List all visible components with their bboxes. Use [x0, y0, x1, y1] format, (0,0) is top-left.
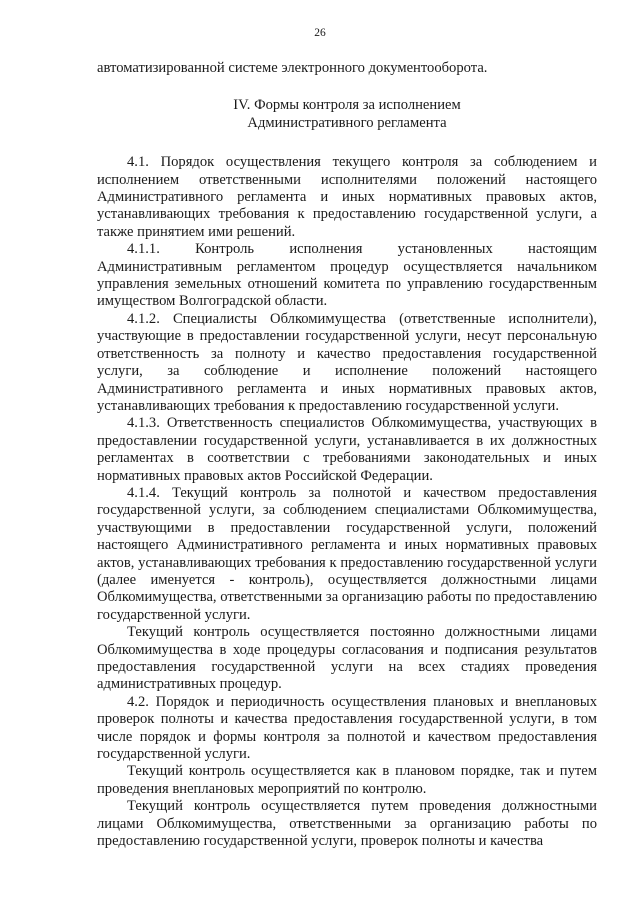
- section-title-line-1: IV. Формы контроля за исполнением: [233, 97, 461, 114]
- page-number: 26: [314, 27, 326, 39]
- paragraph-4-2: 4.2. Порядок и периодичность осуществления плановых и внеплановых проверок полноты и качества предоставления государственной услуги, в том числе порядок и формы контроля за полнотой и качеством предоставления государственной услуги.: [97, 693, 597, 763]
- paragraph-current-control-planned: Текущий контроль осуществляется как в плановом порядке, так и путем проведения внеплановых мероприятий по контролю.: [97, 763, 597, 797]
- paragraph-current-control-constant: Текущий контроль осуществляется постоянно должностными лицами Облкомимущества в ходе процедуры согласования и подписания результатов предоставления государственной услуги на всех стадиях проведения административных процедур.: [97, 624, 597, 693]
- intro-line: автоматизированной системе электронного документооборота.: [97, 60, 488, 76]
- section-title: [97, 97, 597, 132]
- section-title-line-2: Административного регламента: [247, 114, 447, 131]
- paragraph-4-1-4: 4.1.4. Текущий контроль за полнотой и качеством предоставления государственной услуги, за соблюдением специалистами Облкомимущества, участвующими в предоставлении государственной услуги, положений настоящего Административного регламента и иных нормативных правовых актов, устанавливающих требования к предоставлению государственной услуги (далее именуется - контроль), осуществляется должностными лицами Облкомимущества, ответственными за организацию работы по предоставлению государственной услуги.: [97, 484, 597, 623]
- paragraph-4-1-3: 4.1.3. Ответственность специалистов Облкомимущества, участвующих в предоставлении государственной услуги, устанавливается в их должностных регламентах в соответствии с требованиями законодательных и иных нормативных правовых актов Российской Федерации.: [97, 415, 597, 484]
- paragraph-4-1: 4.1. Порядок осуществления текущего контроля за соблюдением и исполнением ответственными исполнителями положений настоящего Административного регламента и иных нормативных правовых актов, устанавливающих требования к предоставлению государственной услуги, а также принятием ими решений.: [97, 154, 597, 240]
- paragraph-4-1-2: 4.1.2. Специалисты Облкомимущества (ответственные исполнители), участвующие в предоставлении государственной услуги, несут персональную ответственность за полноту и качество предоставления государственной услуги, за соблюдение и исполнение положений настоящего Административного регламента и иных нормативных правовых актов, устанавливающих требования к предоставлению государственной услуги.: [97, 310, 597, 414]
- paragraph-4-1-1: 4.1.1. Контроль исполнения установленных настоящим Административным регламентом процедур осуществляется начальником управления земельных отношений комитета по управлению государственным имуществом Волгоградской области.: [97, 241, 597, 310]
- paragraph-current-control-checks: Текущий контроль осуществляется путем проведения должностными лицами Облкомимущества, ответственными за организацию работы по предоставлению государственной услуги, проверок полноты и качества: [97, 798, 597, 850]
- document-body: [97, 60, 597, 850]
